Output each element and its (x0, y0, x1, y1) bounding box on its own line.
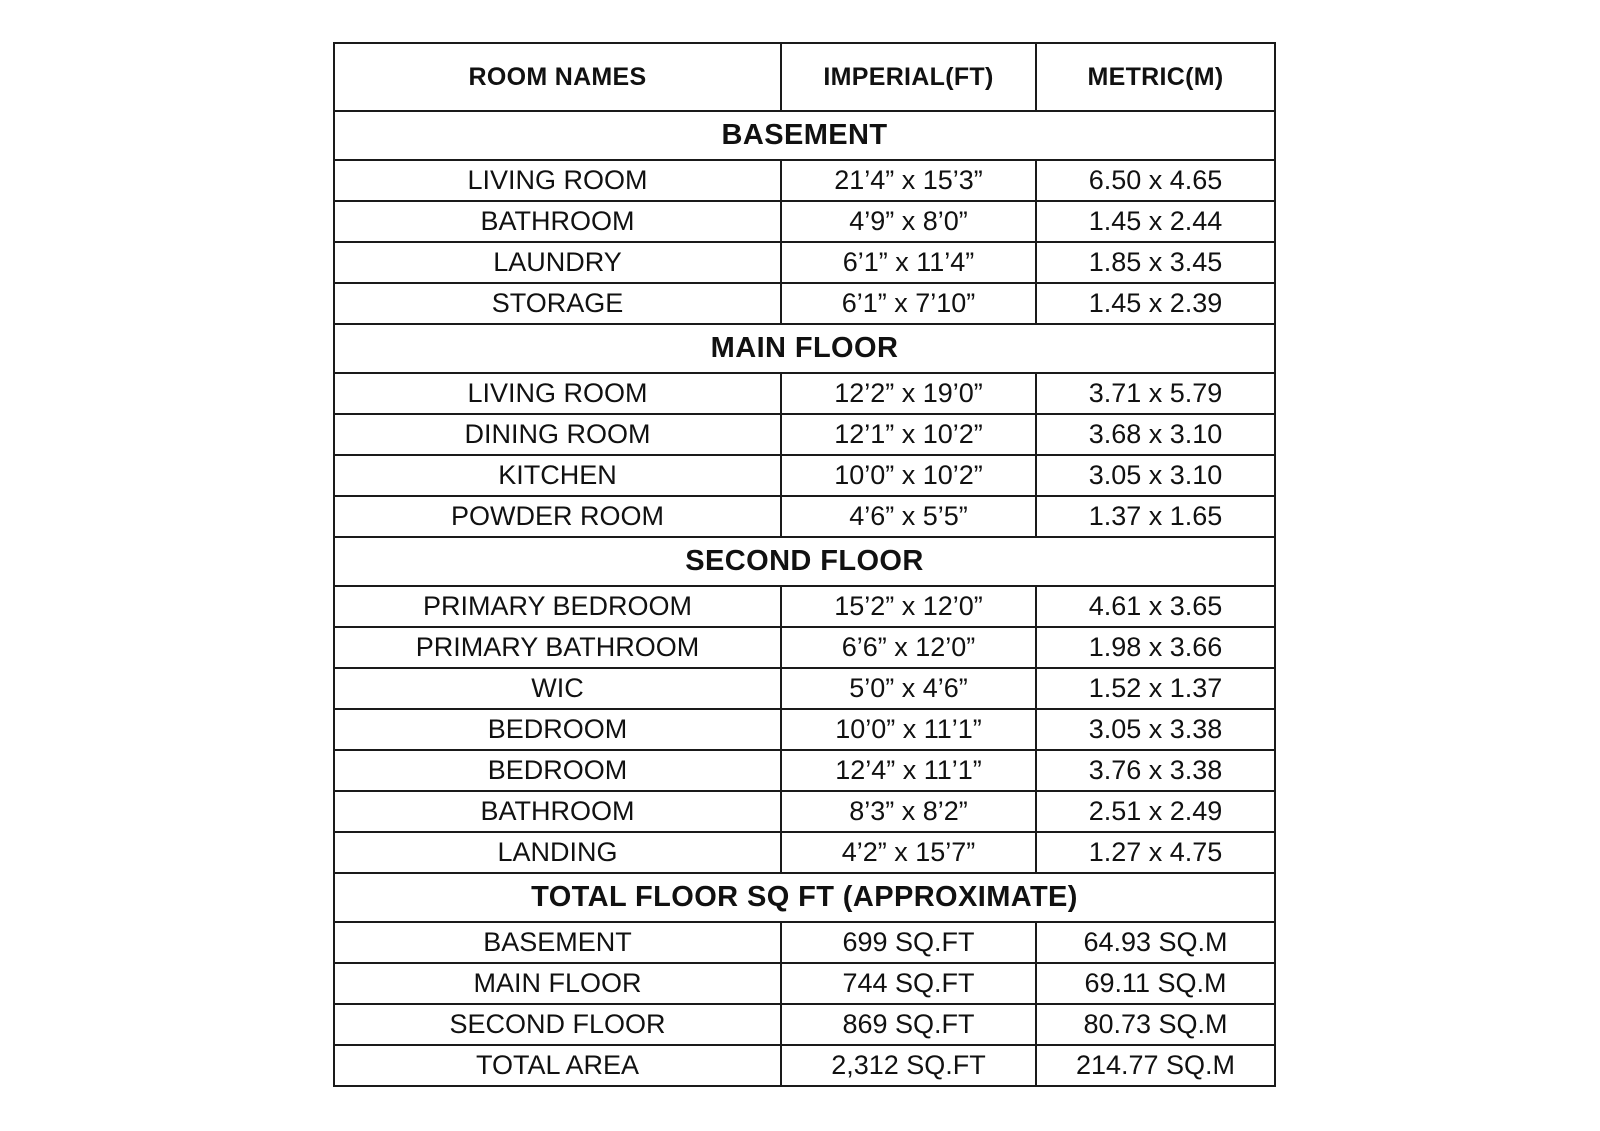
imperial-dimension-cell: 21’4” x 15’3” (781, 160, 1036, 201)
section-header-row (334, 324, 1275, 373)
imperial-dimension-cell: 2,312 SQ.FT (781, 1045, 1036, 1086)
metric-dimension-cell: 3.05 x 3.38 (1036, 709, 1275, 750)
table-row (334, 1004, 1275, 1045)
metric-dimension-cell: 1.98 x 3.66 (1036, 627, 1275, 668)
imperial-dimension-cell: 10’0” x 11’1” (781, 709, 1036, 750)
room-name-cell: BEDROOM (334, 709, 781, 750)
column-header-room-names: ROOM NAMES (334, 43, 781, 111)
room-name-cell: BATHROOM (334, 791, 781, 832)
section-title: TOTAL FLOOR SQ FT (APPROXIMATE) (334, 873, 1275, 922)
room-name-cell: TOTAL AREA (334, 1045, 781, 1086)
imperial-dimension-cell: 12’1” x 10’2” (781, 414, 1036, 455)
table-row (334, 750, 1275, 791)
column-header-metric: METRIC(M) (1036, 43, 1275, 111)
table-row (334, 242, 1275, 283)
table-row (334, 586, 1275, 627)
imperial-dimension-cell: 5’0” x 4’6” (781, 668, 1036, 709)
room-name-cell: WIC (334, 668, 781, 709)
metric-dimension-cell: 2.51 x 2.49 (1036, 791, 1275, 832)
table-row (334, 791, 1275, 832)
metric-dimension-cell: 1.37 x 1.65 (1036, 496, 1275, 537)
room-name-cell: KITCHEN (334, 455, 781, 496)
table-row (334, 373, 1275, 414)
imperial-dimension-cell: 8’3” x 8’2” (781, 791, 1036, 832)
room-name-cell: DINING ROOM (334, 414, 781, 455)
table-row (334, 709, 1275, 750)
room-name-cell: BASEMENT (334, 922, 781, 963)
metric-dimension-cell: 4.61 x 3.65 (1036, 586, 1275, 627)
metric-dimension-cell: 1.27 x 4.75 (1036, 832, 1275, 873)
table-row (334, 922, 1275, 963)
section-header-row (334, 537, 1275, 586)
metric-dimension-cell: 214.77 SQ.M (1036, 1045, 1275, 1086)
imperial-dimension-cell: 6’1” x 7’10” (781, 283, 1036, 324)
imperial-dimension-cell: 4’2” x 15’7” (781, 832, 1036, 873)
room-name-cell: LIVING ROOM (334, 373, 781, 414)
metric-dimension-cell: 3.71 x 5.79 (1036, 373, 1275, 414)
metric-dimension-cell: 1.85 x 3.45 (1036, 242, 1275, 283)
metric-dimension-cell: 1.45 x 2.39 (1036, 283, 1275, 324)
room-name-cell: POWDER ROOM (334, 496, 781, 537)
room-name-cell: MAIN FLOOR (334, 963, 781, 1004)
table-row (334, 496, 1275, 537)
column-header-imperial: IMPERIAL(FT) (781, 43, 1036, 111)
imperial-dimension-cell: 869 SQ.FT (781, 1004, 1036, 1045)
metric-dimension-cell: 1.52 x 1.37 (1036, 668, 1275, 709)
imperial-dimension-cell: 699 SQ.FT (781, 922, 1036, 963)
room-name-cell: PRIMARY BATHROOM (334, 627, 781, 668)
metric-dimension-cell: 3.68 x 3.10 (1036, 414, 1275, 455)
section-title: SECOND FLOOR (334, 537, 1275, 586)
imperial-dimension-cell: 12’4” x 11’1” (781, 750, 1036, 791)
imperial-dimension-cell: 12’2” x 19’0” (781, 373, 1036, 414)
metric-dimension-cell: 80.73 SQ.M (1036, 1004, 1275, 1045)
section-title: BASEMENT (334, 111, 1275, 160)
table-row (334, 414, 1275, 455)
room-name-cell: BEDROOM (334, 750, 781, 791)
table-row (334, 283, 1275, 324)
section-header-row (334, 873, 1275, 922)
section-title: MAIN FLOOR (334, 324, 1275, 373)
table-body (334, 111, 1275, 1086)
imperial-dimension-cell: 6’6” x 12’0” (781, 627, 1036, 668)
table-row (334, 1045, 1275, 1086)
metric-dimension-cell: 3.76 x 3.38 (1036, 750, 1275, 791)
imperial-dimension-cell: 4’6” x 5’5” (781, 496, 1036, 537)
table-row (334, 160, 1275, 201)
metric-dimension-cell: 1.45 x 2.44 (1036, 201, 1275, 242)
header-row (334, 43, 1275, 111)
room-name-cell: SECOND FLOOR (334, 1004, 781, 1045)
metric-dimension-cell: 64.93 SQ.M (1036, 922, 1275, 963)
metric-dimension-cell: 6.50 x 4.65 (1036, 160, 1275, 201)
room-name-cell: BATHROOM (334, 201, 781, 242)
room-name-cell: PRIMARY BEDROOM (334, 586, 781, 627)
room-dimensions-table (333, 42, 1276, 1087)
section-header-row (334, 111, 1275, 160)
room-name-cell: STORAGE (334, 283, 781, 324)
imperial-dimension-cell: 10’0” x 10’2” (781, 455, 1036, 496)
imperial-dimension-cell: 6’1” x 11’4” (781, 242, 1036, 283)
table-row (334, 832, 1275, 873)
room-name-cell: LIVING ROOM (334, 160, 781, 201)
table-row (334, 627, 1275, 668)
metric-dimension-cell: 3.05 x 3.10 (1036, 455, 1275, 496)
room-name-cell: LANDING (334, 832, 781, 873)
imperial-dimension-cell: 744 SQ.FT (781, 963, 1036, 1004)
imperial-dimension-cell: 15’2” x 12’0” (781, 586, 1036, 627)
room-name-cell: LAUNDRY (334, 242, 781, 283)
imperial-dimension-cell: 4’9” x 8’0” (781, 201, 1036, 242)
table-row (334, 963, 1275, 1004)
metric-dimension-cell: 69.11 SQ.M (1036, 963, 1275, 1004)
table-row (334, 455, 1275, 496)
table-row (334, 668, 1275, 709)
table-row (334, 201, 1275, 242)
